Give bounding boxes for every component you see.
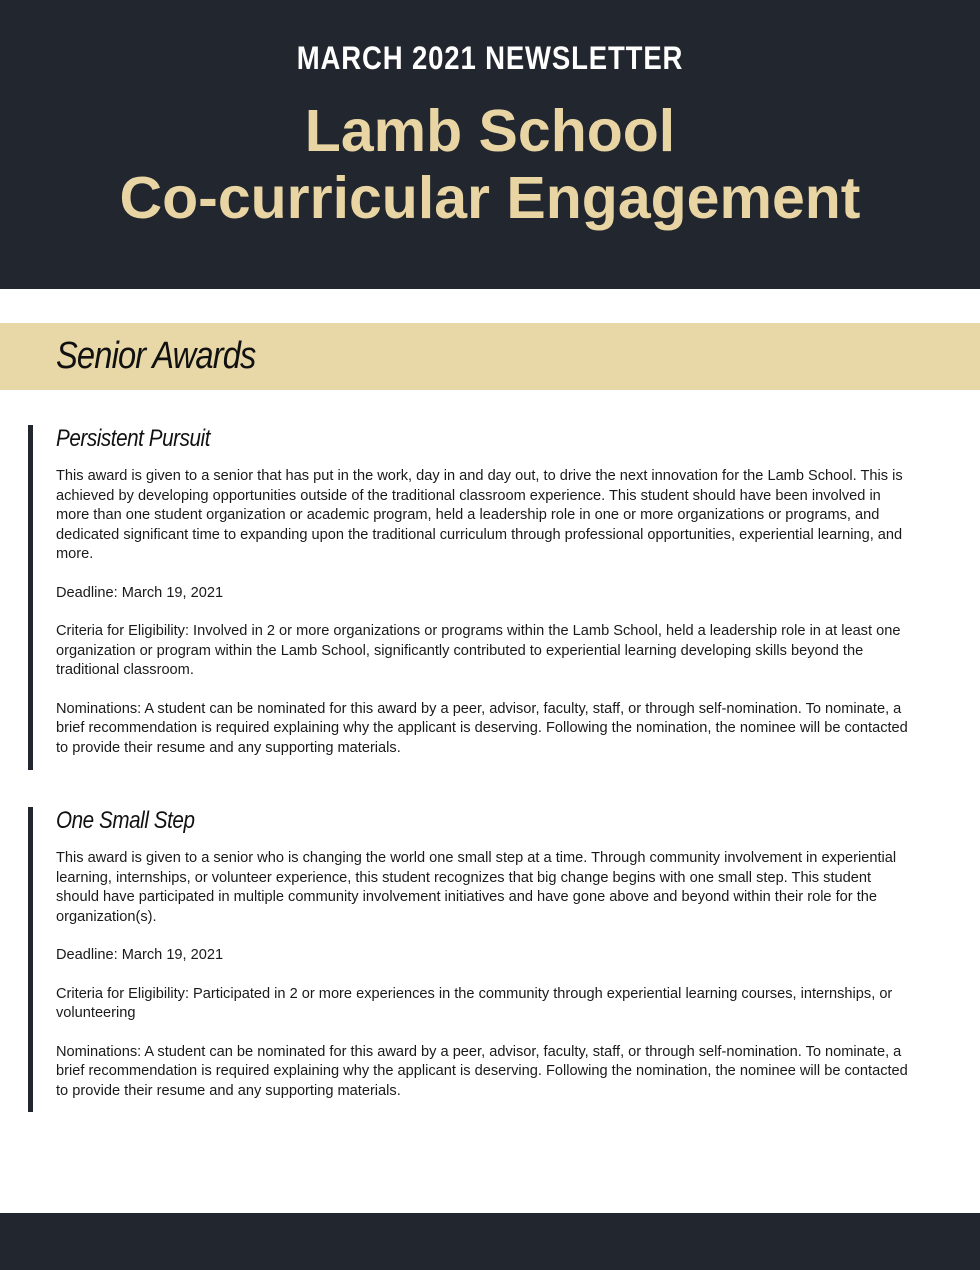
page-title [0, 98, 980, 232]
award-criteria: Criteria for Eligibility: Participated in 2 or more experiences in the community through experiential learning courses, internships, or volunteering [56, 985, 893, 1021]
award-nominations: Nominations: A student can be nominated for this award by a peer, advisor, faculty, staff, or through self-nomination. To nominate, a brief recommendation is required explaining why the applicant is deserving. Following the nomination, the nominee will be contacted to provide their resume and any supporting materials. [56, 700, 908, 756]
award-description: This award is given to a senior who is changing the world one small step at a time. Through community involvement in experiential learning, internships, or volunteer experience, this student recognizes that big change begins with one small step. This student should have participated in multiple community involvement initiatives and have gone above and beyond within their role for the organization(s). [56, 850, 897, 925]
title-line-1: Lamb School [304, 98, 676, 164]
award-deadline: Deadline: March 19, 2021 [56, 584, 224, 601]
award-title: One Small Step [56, 807, 195, 834]
award-accent-bar [28, 425, 33, 770]
award-criteria: Criteria for Eligibility: Involved in 2 or more organizations or programs within the Lamb School, held a leadership role in at least one organization or program within the Lamb School, significantly contributed to experiential learning developing skills beyond the traditional classroom. [56, 623, 901, 678]
award-nominations: Nominations: A student can be nominated for this award by a peer, advisor, faculty, staff, or through self-nomination. To nominate, a brief recommendation is required explaining why the applicant is deserving. Following the nomination, the nominee will be contacted to provide their resume and any supporting materials. [56, 1043, 908, 1099]
award-description: This award is given to a senior that has put in the work, day in and day out, to drive the next innovation for the Lamb School. This is achieved by developing opportunities outside of the traditional classroom experience. This student should have been involved in more than one student organization or academic program, held a leadership role in one or more organizations or programs, and dedicated significant time to expanding upon the traditional curriculum through professional opportunities, experiential learning, and more. [56, 468, 903, 562]
newsletter-date: MARCH 2021 NEWSLETTER [296, 40, 684, 76]
award-deadline: Deadline: March 19, 2021 [56, 947, 224, 963]
footer-bar [0, 1213, 980, 1270]
award-content [56, 807, 918, 1120]
award-content [56, 425, 918, 777]
award-accent-bar [28, 807, 33, 1112]
newsletter-header [0, 0, 980, 289]
section-title: Senior Awards [56, 335, 256, 377]
award-title: Persistent Pursuit [56, 425, 211, 452]
section-band [0, 323, 980, 390]
award-one-small-step [28, 807, 918, 1112]
title-line-2: Co-curricular Engagement [119, 165, 861, 231]
award-persistent-pursuit [28, 425, 918, 770]
